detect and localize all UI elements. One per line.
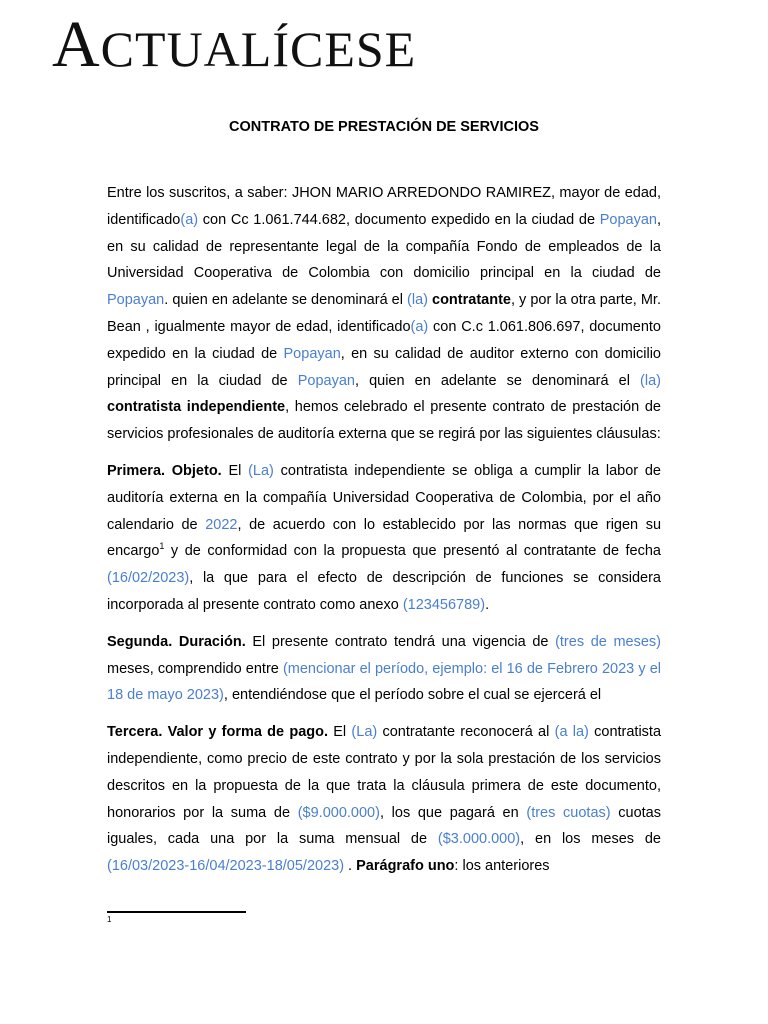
paragraph-parties: Entre los suscritos, a saber: JHON MARIO ARREDONDO RAMIREZ, mayor de edad, identificado(a) con Cc 1.061.744.682, documento expedido en la ciudad de Popayan, en su calidad de representante legal de la compañía Fondo de empleados de la Universidad Cooperativa de Colombia con domicilio principal en la ciudad de Popayan. quien en adelante se denominará el (la) contratante, y por la otra parte, Mr. Bean , igualmente mayor de edad, identificado(a) con C.c 1.061.806.697, documento expedido en la ciudad de Popayan, en su calidad de auditor externo con domicilio principal en la ciudad de Popayan, quien en adelante se denominará el (la) contratista independiente, hemos celebrado el presente contrato de prestación de servicios profesionales de auditoría externa que se regirá por las siguientes cláusulas:	[107, 185, 661, 443]
footnote-separator	[107, 911, 246, 913]
clause-tercera-valor: Tercera. Valor y forma de pago. El (La) contratante reconocerá al (a la) contratista independiente, como precio de este contrato y por la sola prestación de los servicios descritos en la propuesta de la que trata la cláusula primera de este documento, honorarios por la suma de ($9.000.000), los que pagará en (tres cuotas) cuotas iguales, cada una por la suma mensual de ($3.000.000), en los meses de (16/03/2023-16/04/2023-18/05/2023) . Parágrafo uno: los anteriores	[107, 724, 662, 875]
actualicese-logo: ACTUALÍCESE	[52, 8, 417, 81]
document-title: CONTRATO DE PRESTACIÓN DE SERVICIOS	[229, 119, 539, 135]
document-body	[107, 180, 661, 890]
footnote-reference[interactable]: 1	[159, 541, 165, 552]
footnote-number: 1	[107, 915, 112, 924]
clause-segunda-duracion: Segunda. Duración. El presente contrato tendrá una vigencia de (tres de meses) meses, comprendido entre (mencionar el período, ejemplo: el 16 de Febrero 2023 y el 18 de mayo 2023), entendiéndose que el período sobre el cual se ejercerá el	[107, 633, 661, 704]
clause-primera-objeto: Primera. Objeto. El (La) contratista independiente se obliga a cumplir la labor de auditoría externa en la compañía Universidad Cooperativa de Colombia, por el año calendario de 2022, de acuerdo con lo establecido por las normas que rigen su encargo$^1$ y de conformidad con la propuesta que presentó al contratante de fecha (16/02/2023), la que para el efecto de descripción de funciones se considera incorporada al presente contrato como anexo (123456789).	[107, 462, 662, 613]
